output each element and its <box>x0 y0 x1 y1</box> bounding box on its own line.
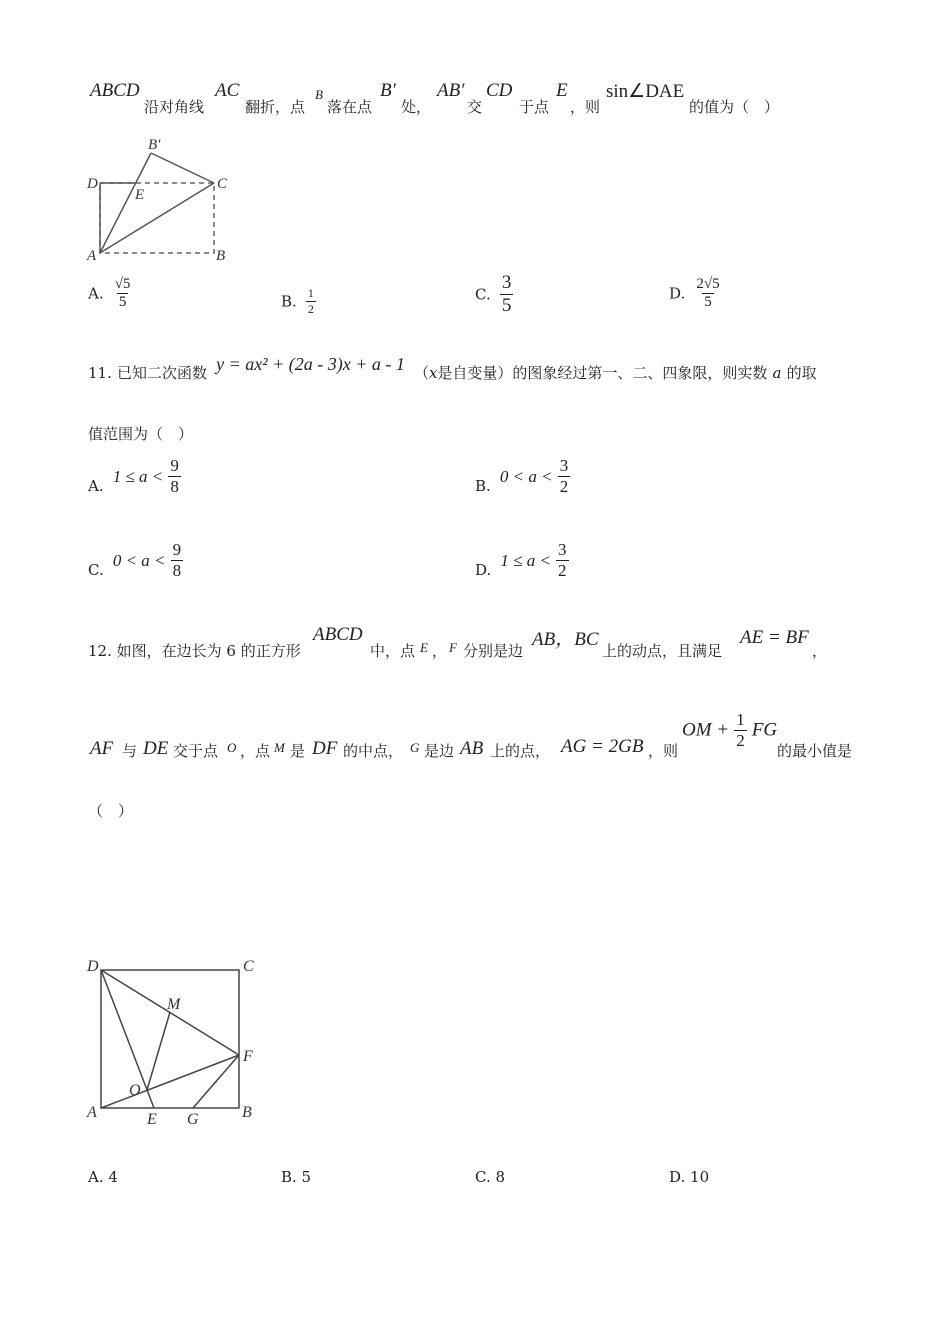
q12-line1-run-5: F <box>449 640 457 655</box>
q12-line2-run-1: 与 <box>122 742 138 760</box>
q11-stem: 11. 已知二次函数 y = ax² + (2a - 3)x + a - 1 （x是自变量）的图象经过第一、二、四象限，则实数 a 的取 <box>88 354 817 382</box>
q10-option-d: D. $\frac{2√5}{5}$ <box>669 276 720 310</box>
q10-figure <box>85 135 235 265</box>
q10-segment-b1c <box>151 153 214 183</box>
q10-label-e: E <box>135 187 145 203</box>
q11-option-a-fraction: $\frac{9}{8}$ <box>170 456 179 496</box>
q11-option-d-fraction: $\frac{3}{2}$ <box>558 540 567 580</box>
q12-label-m: M <box>167 996 181 1013</box>
q12-line1-run-0: 12. 如图，在边长为 6 的正方形 <box>88 642 301 660</box>
q11-option-d: D. 1 ≤ a < $\frac{3}{2}$ <box>475 540 567 580</box>
q12-expression: OM + $\frac{1}{2}$ FG <box>682 710 778 750</box>
q12-option-b: B. 5 <box>281 1168 312 1186</box>
q12-segment-gf <box>193 1055 239 1108</box>
q10-label-a: A <box>87 248 97 264</box>
q10-stem-run-15: 的值为（ ） <box>689 98 780 116</box>
q12-line2-run-11: 是边 <box>424 742 455 760</box>
q12-line2-run-7: 是 <box>290 742 306 760</box>
q12-line2-run-2: DE <box>143 738 169 759</box>
q12-line1-run-10: ， <box>812 642 828 660</box>
q12-line1-run-4: ， <box>432 642 448 660</box>
q10-option-a: A. $\frac{√5}{5}$ <box>88 276 131 310</box>
q10-option-b: B. $\frac{1}{2}$ <box>281 286 314 316</box>
q10-stem-run-2: AC <box>215 80 240 101</box>
q10-stem-run-8: AB′ <box>437 80 465 101</box>
q10-stem-run-9: 交 <box>467 98 483 116</box>
q10-option-d-fraction: $\frac{2√5}{5}$ <box>696 276 720 310</box>
q12-stem-line2-tail: 的最小值是 <box>777 742 853 760</box>
q12-figure <box>85 955 265 1130</box>
q11-option-a: A. 1 ≤ a < $\frac{9}{8}$ <box>88 456 179 496</box>
q10-label-d: D <box>87 176 98 192</box>
q12-label-o: O <box>129 1082 141 1099</box>
q10-stem-run-4: B <box>315 87 323 102</box>
q12-label-e: E <box>147 1111 157 1128</box>
q12-segment-af <box>101 1055 239 1108</box>
q12-label-f: F <box>243 1048 253 1065</box>
q10-option-a-fraction: $\frac{√5}{5}$ <box>114 276 131 310</box>
q12-line2-run-3: 交于点 <box>173 742 219 760</box>
q12-line1-run-3: E <box>420 640 428 655</box>
q12-expression-fraction: $\frac{1}{2}$ <box>736 710 745 750</box>
q12-line2-run-15: ，则 <box>648 742 679 760</box>
q10-stem-run-1: 沿对角线 <box>144 98 205 116</box>
q11-stem-line2: 值范围为（ ） <box>88 425 194 443</box>
q12-line2-run-4: O <box>227 740 237 755</box>
q10-stem-run-6: B′ <box>380 80 396 101</box>
q12-label-d: D <box>87 958 99 975</box>
q12-label-c: C <box>243 958 254 975</box>
q10-stem-run-7: 处， <box>401 98 432 116</box>
q12-line2-run-9: 的中点， <box>343 742 404 760</box>
q10-stem-run-5: 落在点 <box>327 98 373 116</box>
q11-option-b-fraction: $\frac{3}{2}$ <box>559 456 569 496</box>
q12-segment-om <box>147 1012 170 1090</box>
q12-line2-run-12: AB <box>460 738 484 759</box>
q10-option-c: C. $\frac{3}{5}$ <box>475 272 512 316</box>
q12-line1-run-7: AB，BC <box>532 629 599 650</box>
q12-option-a: A. 4 <box>88 1168 118 1186</box>
q10-stem-run-13: ，则 <box>570 98 601 116</box>
q11-function: y = ax² + (2a - 3)x + a - 1 <box>216 354 405 374</box>
q10-stem-run-3: 翻折，点 <box>245 98 306 116</box>
q12-line1-run-8: 上的动点，且满足 <box>602 642 723 660</box>
q10-label-c: C <box>217 176 228 192</box>
q10-label-b: B <box>216 248 226 264</box>
q12-square <box>101 970 239 1108</box>
q10-option-c-fraction: $\frac{3}{5}$ <box>501 272 512 316</box>
q11-option-b: B. 0 < a < $\frac{3}{2}$ <box>475 456 569 496</box>
q10-label-b1: B′ <box>148 137 161 153</box>
q10-stem-run-12: E <box>556 80 568 101</box>
q12-line2-run-8: DF <box>312 738 338 759</box>
q12-label-b: B <box>242 1104 252 1121</box>
q11-option-c: C. 0 < a < $\frac{9}{8}$ <box>88 540 182 580</box>
q12-line2-run-14: AG = 2GB <box>561 736 644 757</box>
q10-option-b-fraction: $\frac{1}{2}$ <box>307 286 314 316</box>
q10-stem-run-14: sin∠DAE <box>606 81 685 102</box>
q12-option-c: C. 8 <box>475 1168 506 1186</box>
q12-segment-de <box>101 970 154 1108</box>
q12-line1-run-1: ABCD <box>313 624 363 645</box>
q12-line1-run-2: 中，点 <box>370 642 416 660</box>
q12-line2-run-5: ，点 <box>240 742 271 760</box>
q12-label-a: A <box>87 1104 97 1121</box>
q12-option-d: D. 10 <box>669 1168 710 1186</box>
q12-label-g: G <box>187 1111 199 1128</box>
q12-line2-run-13: 上的点， <box>490 742 551 760</box>
q10-stem-run-0: ABCD <box>90 80 140 101</box>
q12-line2-run-10: G <box>410 740 420 755</box>
q12-line1-run-9: AE = BF <box>740 627 809 648</box>
q12-answer-parens: （ ） <box>88 802 134 820</box>
q12-line2-run-0: AF <box>90 738 114 759</box>
q12-line2-run-6: M <box>274 740 285 755</box>
q12-line1-run-6: 分别是边 <box>463 642 524 660</box>
q11-option-c-fraction: $\frac{9}{8}$ <box>172 540 182 580</box>
q10-stem-run-10: CD <box>486 80 513 101</box>
q10-stem-run-11: 于点 <box>519 98 550 116</box>
